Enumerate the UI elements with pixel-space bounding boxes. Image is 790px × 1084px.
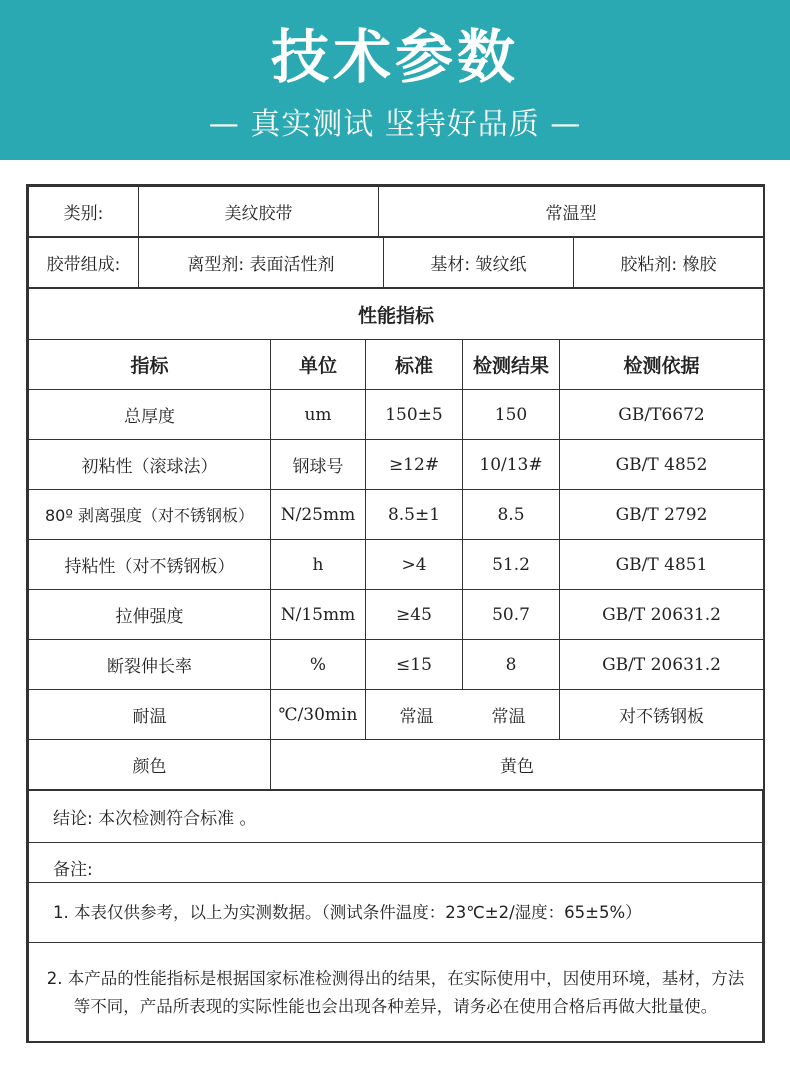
notes-label: 备注:: [29, 843, 763, 883]
info-table: [28, 186, 764, 237]
color-label: 颜色: [29, 740, 271, 790]
row-item: 拉伸强度: [29, 590, 271, 640]
color-row: [29, 740, 764, 790]
row-standard-result: [366, 690, 560, 740]
page-title: 技术参数: [270, 23, 519, 91]
row-standard: ≥12#: [366, 440, 463, 490]
row-basis: GB/T 20631.2: [560, 590, 764, 640]
row-unit: %: [271, 640, 366, 690]
row-item: 总厚度: [29, 390, 271, 440]
row-item: 耐温: [29, 690, 271, 740]
notes-table: [28, 790, 763, 1043]
row-unit: 钢球号: [271, 440, 366, 490]
row-result: 50.7: [463, 590, 560, 640]
table-row: [29, 490, 764, 540]
category-row: [29, 187, 764, 237]
conclusion: 结论: 本次检测符合标准 。: [29, 791, 763, 843]
row-item: 持粘性（对不锈钢板）: [29, 540, 271, 590]
table-header: [29, 340, 764, 390]
table-row: [29, 690, 764, 740]
header-basis: 检测依据: [560, 340, 764, 390]
note-2: 2. 本产品的性能指标是根据国家标准检测得出的结果，在实际使用中，因使用环境，基材，方法等不同，产品所表现的实际性能也会出现各种差异，请务必在使用合格后再做大批量使。: [29, 943, 763, 1043]
header-unit: 单位: [271, 340, 366, 390]
row-result: 常温: [491, 707, 526, 727]
row-standard: ≥45: [366, 590, 463, 640]
row-standard: 8.5±1: [366, 490, 463, 540]
adhesive: 胶粘剂: 橡胶: [574, 238, 764, 288]
composition-row: [29, 238, 764, 288]
row-basis: GB/T 4852: [560, 440, 764, 490]
row-standard: >4: [366, 540, 463, 590]
header-item: 指标: [29, 340, 271, 390]
row-unit: N/15mm: [271, 590, 366, 640]
row-basis: GB/T 20631.2: [560, 640, 764, 690]
category-type: 常温型: [379, 187, 764, 237]
color-value: 黄色: [271, 740, 764, 790]
release-agent: 离型剂: 表面活性剂: [139, 238, 384, 288]
row-item: 断裂伸长率: [29, 640, 271, 690]
row-basis: GB/T6672: [560, 390, 764, 440]
row-result: 8.5: [463, 490, 560, 540]
header-result: 检测结果: [463, 340, 560, 390]
table-row: [29, 590, 764, 640]
row-basis: GB/T 2792: [560, 490, 764, 540]
substrate: 基材: 皱纹纸: [384, 238, 574, 288]
row-standard: 常温: [399, 707, 434, 727]
row-result: 51.2: [463, 540, 560, 590]
spec-sheet: [26, 184, 765, 1043]
table-row: [29, 390, 764, 440]
row-basis: GB/T 4851: [560, 540, 764, 590]
row-item: 80º 剥离强度（对不锈钢板）: [29, 490, 271, 540]
composition-table: [28, 237, 764, 288]
row-item: 初粘性（滚球法）: [29, 440, 271, 490]
row-result: 150: [463, 390, 560, 440]
row-result: 8: [463, 640, 560, 690]
note-1: 1. 本表仅供参考，以上为实测数据。（测试条件温度：23℃±2/湿度：65±5%）: [29, 883, 763, 943]
row-unit: N/25mm: [271, 490, 366, 540]
row-standard: ≤15: [366, 640, 463, 690]
row-unit: um: [271, 390, 366, 440]
row-basis: 对不锈钢板: [560, 690, 764, 740]
performance-table: [28, 288, 764, 790]
row-result: 10/13#: [463, 440, 560, 490]
row-unit: h: [271, 540, 366, 590]
header-standard: 标准: [366, 340, 463, 390]
row-standard: 150±5: [366, 390, 463, 440]
category-label: 类别:: [29, 187, 139, 237]
composition-label: 胶带组成:: [29, 238, 139, 288]
table-row: [29, 440, 764, 490]
page-subtitle: — 真实测试 坚持好品质 —: [208, 107, 582, 142]
table-row: [29, 640, 764, 690]
row-unit: ℃/30min: [271, 690, 366, 740]
category-value: 美纹胶带: [139, 187, 379, 237]
header-banner: [0, 0, 790, 160]
section-title: 性能指标: [29, 289, 764, 340]
table-row: [29, 540, 764, 590]
